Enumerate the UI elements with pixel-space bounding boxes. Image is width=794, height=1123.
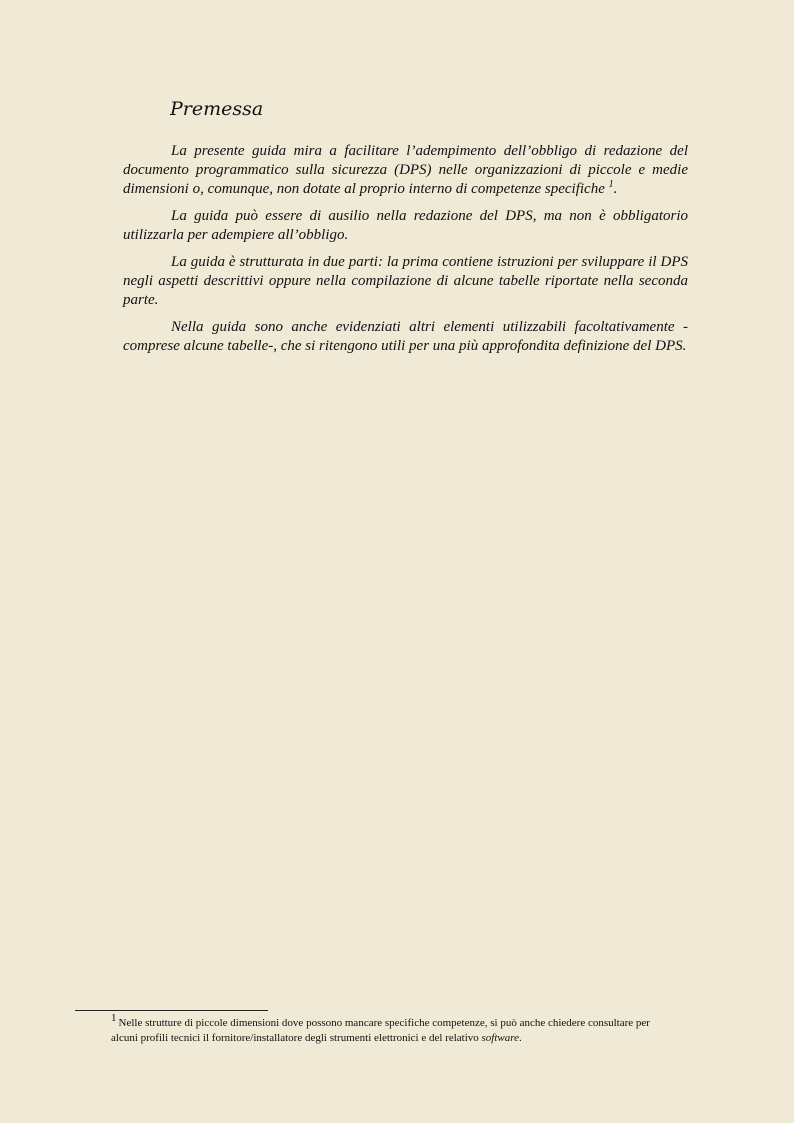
paragraph-3: La guida è strutturata in due parti: la prima contiene istruzioni per sviluppare il DPS negli aspetti descrittivi oppure nella compilazione di alcune tabelle riportate nella seconda parte. xyxy=(123,254,688,308)
paragraph-1 xyxy=(123,142,688,199)
footnote-separator xyxy=(75,1010,268,1011)
footnote-number: 1 xyxy=(111,1012,117,1025)
footnote xyxy=(111,1012,671,1046)
footnote-emphasis: software xyxy=(481,1032,520,1044)
paragraph-2: La guida può essere di ausilio nella redazione del DPS, ma non è obbligatorio utilizzarla per adempiere all’obbligo. xyxy=(123,208,688,243)
body-text xyxy=(123,142,688,364)
paragraph-1-text: La presente guida mira a facilitare l’adempimento dell’obbligo di redazione del documento programmatico sulla sicurezza (DPS) nelle organizzazioni di piccole e medie dimensioni o, comunque, non dotate al proprio interno di competenze specifiche xyxy=(123,143,688,197)
paragraph-1-tail: . xyxy=(613,181,618,197)
footnote-text: Nelle strutture di piccole dimensioni dove possono mancare specifiche competenze, si può anche chiedere consultare per alcuni profili tecnici il fornitore/installatore degli strumenti elettronici e del relativo xyxy=(111,1017,650,1044)
footnote-reference[interactable]: 1 xyxy=(608,179,614,190)
paragraph-4: Nella guida sono anche evidenziati altri elementi utilizzabili facoltativamente - comprese alcune tabelle-, che si ritengono utili per una più approfondita definizione del DPS. xyxy=(123,319,688,354)
footnote-tail: . xyxy=(519,1032,522,1044)
section-heading: Premessa xyxy=(170,98,264,120)
